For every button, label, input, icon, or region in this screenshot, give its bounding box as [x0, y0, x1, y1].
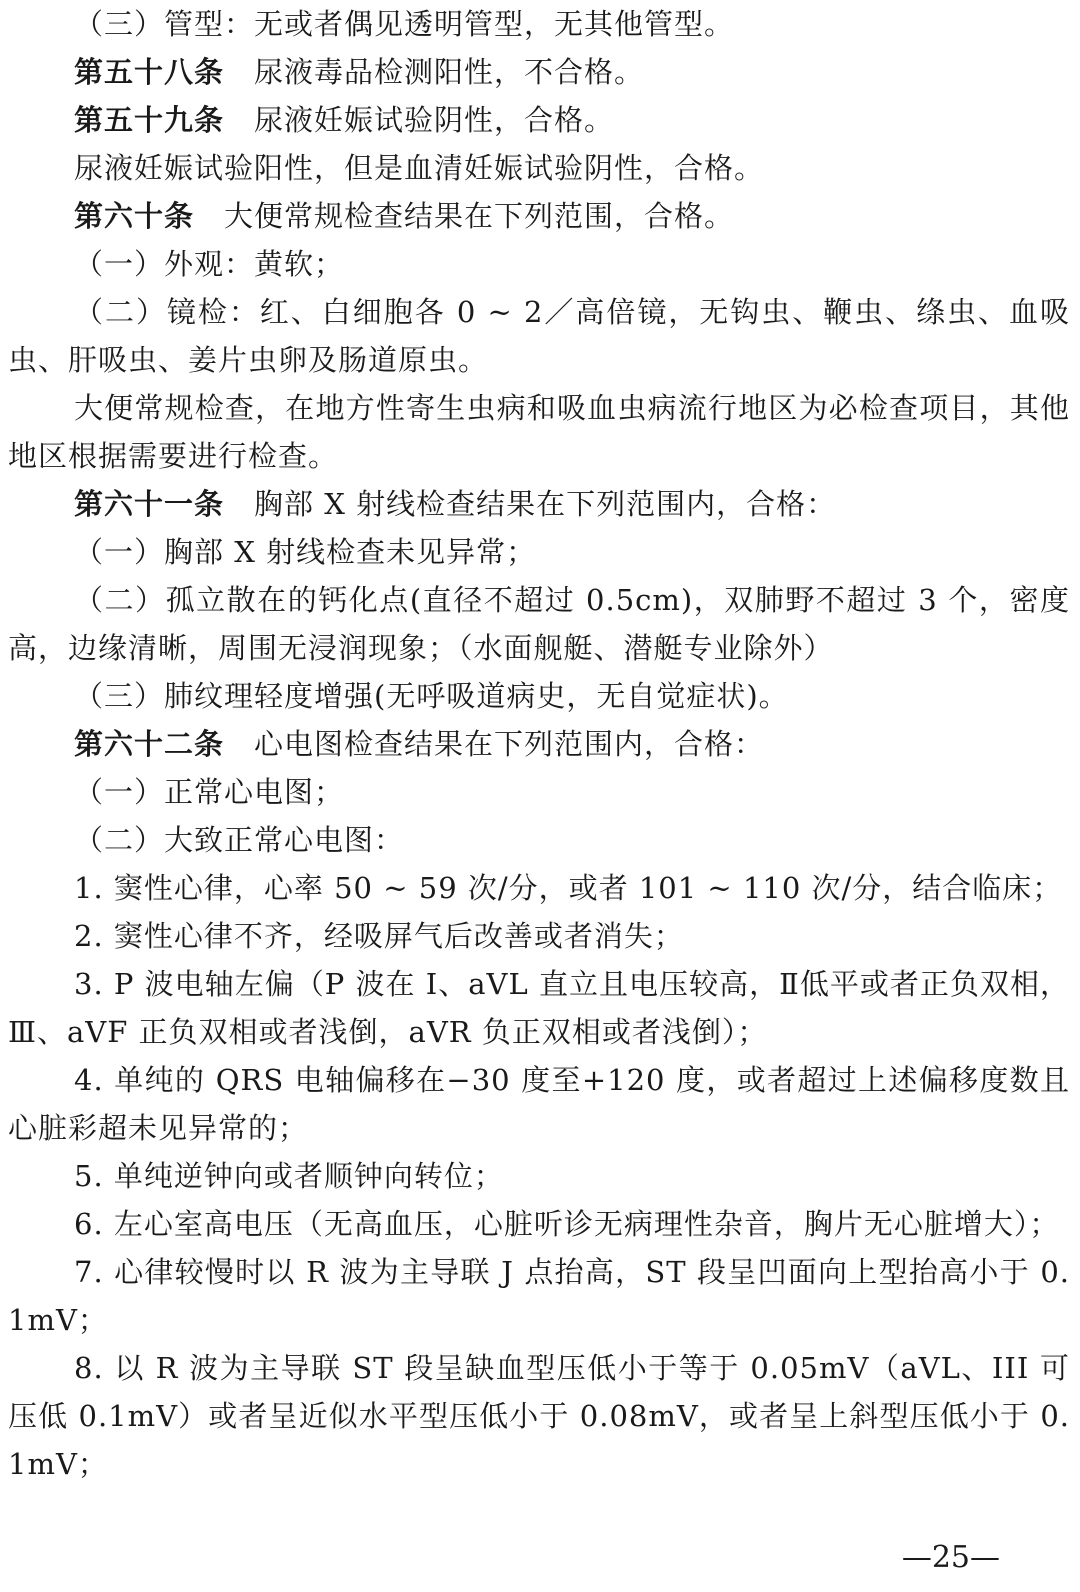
paragraph-text: （二）镜检：红、白细胞各 0 ~ 2／高倍镜，无钩虫、鞭虫、绦虫、血吸虫、肝吸虫、姜片虫卵及肠道原虫。 [8, 295, 1070, 377]
article-paragraph [8, 48, 1070, 96]
article-paragraph [8, 192, 1070, 240]
paragraph-text: 2. 窦性心律不齐，经吸屏气后改善或者消失； [74, 919, 684, 953]
article-paragraph [8, 480, 1070, 528]
document-body [8, 0, 1070, 1488]
article-paragraph [8, 96, 1070, 144]
paragraph-text: （一）外观：黄软； [74, 247, 345, 281]
article-label: 第六十一条 [74, 487, 225, 521]
paragraph [8, 528, 1070, 576]
list-item [8, 1344, 1070, 1488]
list-item [8, 960, 1070, 1056]
list-item [8, 1200, 1070, 1248]
paragraph-text: 1. 窦性心律，心率 50 ~ 59 次/分，或者 101 ~ 110 次/分，结合临床； [74, 871, 1063, 905]
article-label: 第五十八条 [74, 55, 225, 89]
paragraph-text: 心电图检查结果在下列范围内，合格： [254, 727, 765, 761]
article-paragraph [8, 720, 1070, 768]
list-item [8, 1248, 1070, 1344]
page-number: —25— [901, 1540, 1000, 1575]
article-label: 第六十条 [74, 199, 195, 233]
paragraph-text: （三）肺纹理轻度增强(无呼吸道病史，无自觉症状)。 [74, 679, 789, 713]
list-item [8, 864, 1070, 912]
paragraph [8, 288, 1070, 384]
paragraph-text: 3. P 波电轴左偏（P 波在 I、aVL 直立且电压较高，Ⅱ低平或者正负双相，Ⅲ、aVF 正负双相或者浅倒，aVR 负正双相或者浅倒）； [8, 967, 1070, 1049]
paragraph-text: 8. 以 R 波为主导联 ST 段呈缺血型压低小于等于 0.05mV（aVL、III 可压低 0.1mV）或者呈近似水平型压低小于 0.08mV，或者呈上斜型压低小于 0.1mV； [8, 1351, 1070, 1481]
paragraph-text: 6. 左心室高电压（无高血压，心脏听诊无病理性杂音，胸片无心脏增大）； [74, 1207, 1060, 1241]
paragraph-text: （一）胸部 X 射线检查未见异常； [74, 535, 537, 569]
paragraph-text: （一）正常心电图； [74, 775, 345, 809]
article-label: 第五十九条 [74, 103, 225, 137]
paragraph [8, 144, 1070, 192]
paragraph [8, 768, 1070, 816]
article-label: 第六十二条 [74, 727, 225, 761]
paragraph [8, 672, 1070, 720]
paragraph-text: （二）大致正常心电图： [74, 823, 405, 857]
list-item [8, 912, 1070, 960]
paragraph-text: （三）管型：无或者偶见透明管型，无其他管型。 [74, 7, 735, 41]
list-item [8, 1152, 1070, 1200]
paragraph-text: 尿液妊娠试验阴性，合格。 [254, 103, 615, 137]
paragraph-text: （二）孤立散在的钙化点(直径不超过 0.5cm)，双肺野不超过 3 个，密度高，边缘清晰，周围无浸润现象；（水面舰艇、潜艇专业除外） [8, 583, 1070, 665]
paragraph-text: 4. 单纯的 QRS 电轴偏移在−30 度至+120 度，或者超过上述偏移度数且心脏彩超未见异常的； [8, 1063, 1070, 1145]
paragraph [8, 240, 1070, 288]
paragraph [8, 0, 1070, 48]
paragraph [8, 576, 1070, 672]
paragraph-text: 5. 单纯逆钟向或者顺钟向转位； [74, 1159, 504, 1193]
paragraph-text: 胸部 X 射线检查结果在下列范围内，合格： [254, 487, 837, 521]
paragraph-text: 7. 心律较慢时以 R 波为主导联 J 点抬高，ST 段呈凹面向上型抬高小于 0.1mV； [8, 1255, 1070, 1337]
paragraph [8, 816, 1070, 864]
paragraph-text: 尿液妊娠试验阳性，但是血清妊娠试验阴性，合格。 [74, 151, 765, 185]
paragraph [8, 384, 1070, 480]
list-item [8, 1056, 1070, 1152]
paragraph-text: 尿液毒品检测阳性，不合格。 [254, 55, 645, 89]
paragraph-text: 大便常规检查，在地方性寄生虫病和吸血虫病流行地区为必检查项目，其他地区根据需要进行检查。 [8, 391, 1070, 473]
paragraph-text: 大便常规检查结果在下列范围，合格。 [224, 199, 735, 233]
